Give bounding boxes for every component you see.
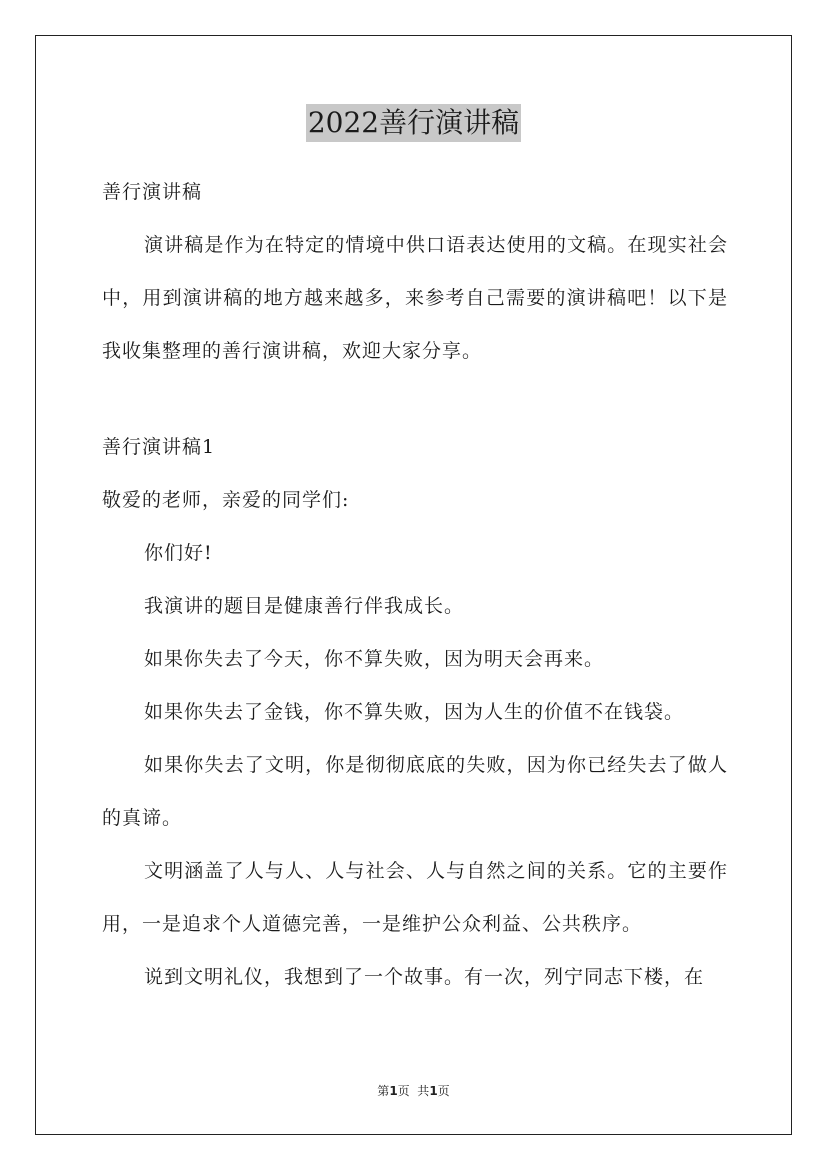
paragraph: 说到文明礼仪，我想到了一个故事。有一次，列宁同志下楼，在 — [144, 966, 705, 988]
page-footer — [0, 1082, 827, 1099]
paragraph: 如果你失去了文明，你是彻彻底底的失败，因为你已经失去了做人的真谛。 — [102, 754, 728, 829]
paragraph: 我演讲的题目是健康善行伴我成长。 — [144, 595, 465, 617]
paragraph: 如果你失去了今天，你不算失败，因为明天会再来。 — [144, 648, 605, 670]
document-body — [102, 166, 728, 1004]
section-heading: 善行演讲稿1 — [102, 436, 216, 458]
footer-current-page: 1 — [389, 1084, 398, 1098]
footer-mid: 页 共 — [397, 1084, 430, 1098]
paragraph: 如果你失去了金钱，你不算失败，因为人生的价值不在钱袋。 — [144, 701, 685, 723]
section-gap — [102, 378, 728, 421]
paragraph: 你们好! — [144, 542, 213, 564]
footer-prefix: 第 — [377, 1084, 390, 1098]
salutation: 敬爱的老师，亲爱的同学们: — [102, 489, 350, 511]
paragraph: 文明涵盖了人与人、人与社会、人与自然之间的关系。它的主要作用，一是追求个人道德完善，一是维护公众利益、公共秩序。 — [102, 860, 728, 935]
document-title: 2022善行演讲稿 — [306, 104, 521, 142]
footer-total-pages: 1 — [429, 1084, 438, 1098]
title-container — [0, 104, 827, 142]
intro-paragraph: 演讲稿是作为在特定的情境中供口语表达使用的文稿。在现实社会中，用到演讲稿的地方越来越多，来参考自己需要的演讲稿吧！以下是我收集整理的善行演讲稿，欢迎大家分享。 — [102, 234, 728, 362]
intro-heading: 善行演讲稿 — [102, 181, 203, 203]
footer-suffix: 页 — [437, 1084, 450, 1098]
